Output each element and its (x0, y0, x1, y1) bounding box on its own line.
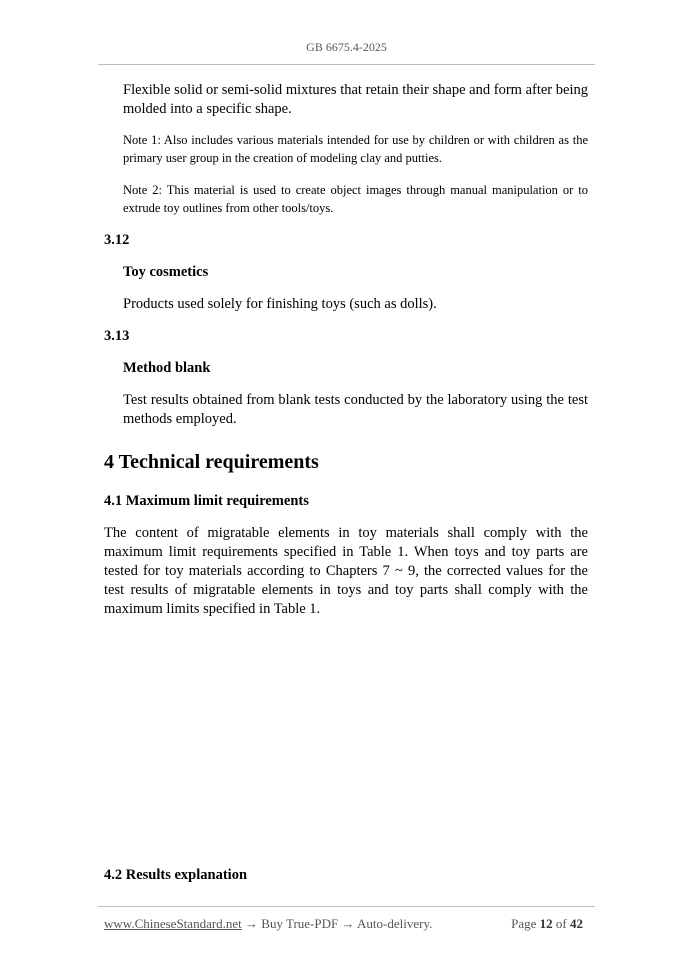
term-toy-cosmetics: Toy cosmetics (123, 264, 209, 280)
subsection-heading-4-1: 4.1 Maximum limit requirements (104, 493, 309, 509)
note-1: Note 1: Also includes various materials intended for use by children or with children as the primary user group in the creation of modeling clay and putties. (123, 133, 588, 165)
paragraph-4-1: The content of migratable elements in toy materials shall comply with the maximum limit requirements specified in Table 1. When toys and toy parts are tested for toy materials according to Chapters 7 ~ 9, the corrected values for the test results of migratable elements in toys and toy parts shall comply with the maximum limits specified in Table 1. (104, 525, 588, 617)
clause-number-3-12: 3.12 (104, 232, 130, 248)
page-header-code: GB 6675.4-2025 (306, 40, 387, 54)
auto-delivery-text: Auto-delivery. (357, 916, 433, 931)
page-label: Page (511, 916, 537, 931)
footer-divider (98, 906, 595, 907)
site-link[interactable]: www.ChineseStandard.net (104, 916, 242, 931)
definition-toy-cosmetics: Products used solely for finishing toys (such as dolls). (123, 296, 437, 312)
section-heading-4: 4 Technical requirements (104, 451, 319, 473)
term-method-blank: Method blank (123, 360, 211, 376)
clause-number-3-13: 3.13 (104, 328, 130, 344)
page-number: 12 (539, 916, 553, 931)
buy-true-pdf-text: Buy True-PDF (261, 916, 339, 931)
page-indicator (511, 916, 583, 932)
definition-flexible-mixtures: Flexible solid or semi-solid mixtures that retain their shape and form after being molded into a specific shape. (123, 82, 588, 117)
of-label: of (555, 916, 567, 931)
definition-method-blank: Test results obtained from blank tests conducted by the laboratory using the test methods employed. (123, 392, 588, 427)
header-divider (98, 64, 595, 65)
arrow-icon: → (245, 916, 259, 931)
note-2: Note 2: This material is used to create object images through manual manipulation or to extrude toy outlines from other tools/toys. (123, 183, 588, 215)
footer-promo (104, 916, 432, 932)
page-total: 42 (570, 916, 583, 931)
subsection-heading-4-2: 4.2 Results explanation (104, 867, 248, 883)
arrow-icon: → (341, 916, 355, 931)
